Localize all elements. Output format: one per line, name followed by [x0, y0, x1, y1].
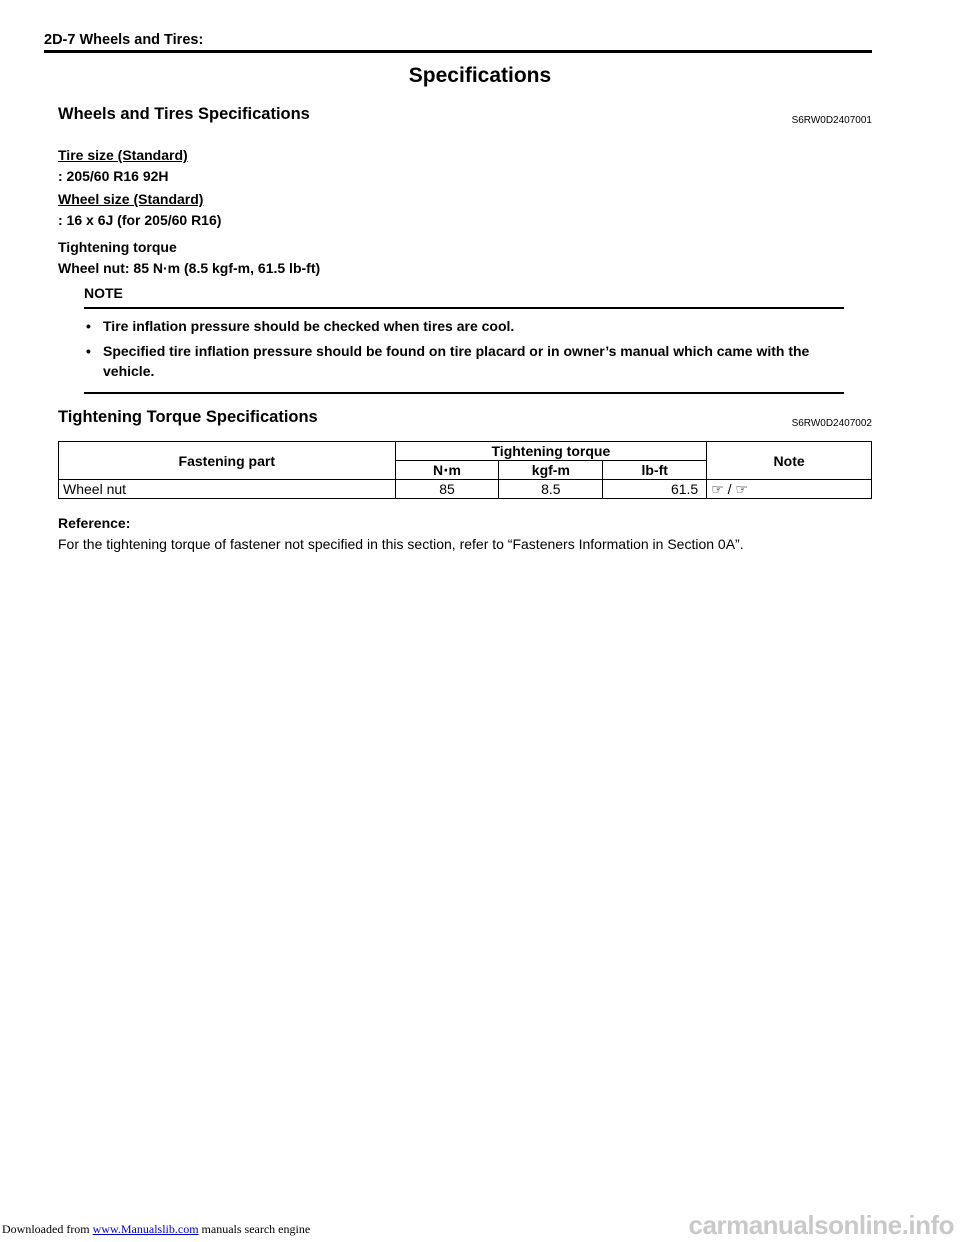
- note-item-text: Specified tire inflation pressure should be found on tire placard or in owner’s manual which came with the vehicle.: [103, 343, 810, 379]
- section-code: S6RW0D2407001: [791, 115, 872, 126]
- header-tightening-torque: Tightening torque: [395, 442, 707, 461]
- note-box: [84, 285, 844, 394]
- manualslib-link[interactable]: www.Manualslib.com: [92, 1222, 199, 1236]
- cell-lbft: 61.5: [603, 480, 707, 499]
- header-note: Note: [707, 442, 872, 480]
- torque-spec-table: [58, 441, 872, 499]
- note-label: NOTE: [84, 285, 123, 301]
- section-code: S6RW0D2407002: [791, 418, 872, 429]
- header-kgfm: kgf-m: [499, 461, 603, 480]
- cell-note-reference-icon[interactable]: ☞ / ☞: [707, 480, 872, 499]
- page-title: Specifications: [408, 64, 552, 87]
- watermark-logo: carmanualsonline.info: [688, 1210, 954, 1240]
- cell-kgfm: 8.5: [499, 480, 603, 499]
- page-header: 2D-7 Wheels and Tires:: [44, 32, 204, 48]
- tightening-torque-block: [58, 237, 320, 279]
- note-item: [84, 316, 844, 336]
- tire-size-label: Tire size (Standard): [58, 147, 188, 163]
- section-heading-torque-specs: [58, 408, 872, 427]
- tire-size-value: : 205/60 R16 92H: [58, 168, 169, 184]
- wheel-size-block: [58, 189, 221, 231]
- bullet-icon: •: [86, 318, 91, 334]
- header-rule: [44, 50, 872, 53]
- footer-suffix: manuals search engine: [198, 1222, 311, 1236]
- note-list: [84, 309, 844, 392]
- wheel-size-label: Wheel size (Standard): [58, 191, 204, 207]
- reference-text: For the tightening torque of fastener not specified in this section, refer to “Fasteners Information in Section 0A”.: [58, 536, 744, 552]
- header-lbft: lb-ft: [603, 461, 707, 480]
- cell-nm: 85: [395, 480, 499, 499]
- footer-prefix: Downloaded from: [2, 1222, 93, 1236]
- section-heading-wheels-tires: [58, 105, 872, 124]
- table-row: [59, 480, 872, 499]
- tire-size-block: [58, 145, 188, 187]
- wheel-size-value: : 16 x 6J (for 205/60 R16): [58, 212, 222, 228]
- note-item-text: Tire inflation pressure should be checked when tires are cool.: [103, 318, 515, 334]
- note-bottom-rule: [84, 392, 844, 394]
- download-footer: [2, 1222, 310, 1237]
- reference-label: Reference:: [58, 515, 131, 531]
- header-nm: N⋅m: [395, 461, 499, 480]
- note-item: [84, 341, 844, 381]
- cell-part: Wheel nut: [59, 480, 396, 499]
- wheel-nut-torque-value: Wheel nut: 85 N·m (8.5 kgf-m, 61.5 lb-ft): [58, 260, 321, 276]
- bullet-icon: •: [86, 343, 91, 359]
- section-heading-text: Wheels and Tires Specifications: [58, 105, 310, 123]
- section-heading-text: Tightening Torque Specifications: [58, 408, 318, 426]
- tightening-torque-label: Tightening torque: [58, 239, 177, 255]
- header-fastening-part: Fastening part: [59, 442, 396, 480]
